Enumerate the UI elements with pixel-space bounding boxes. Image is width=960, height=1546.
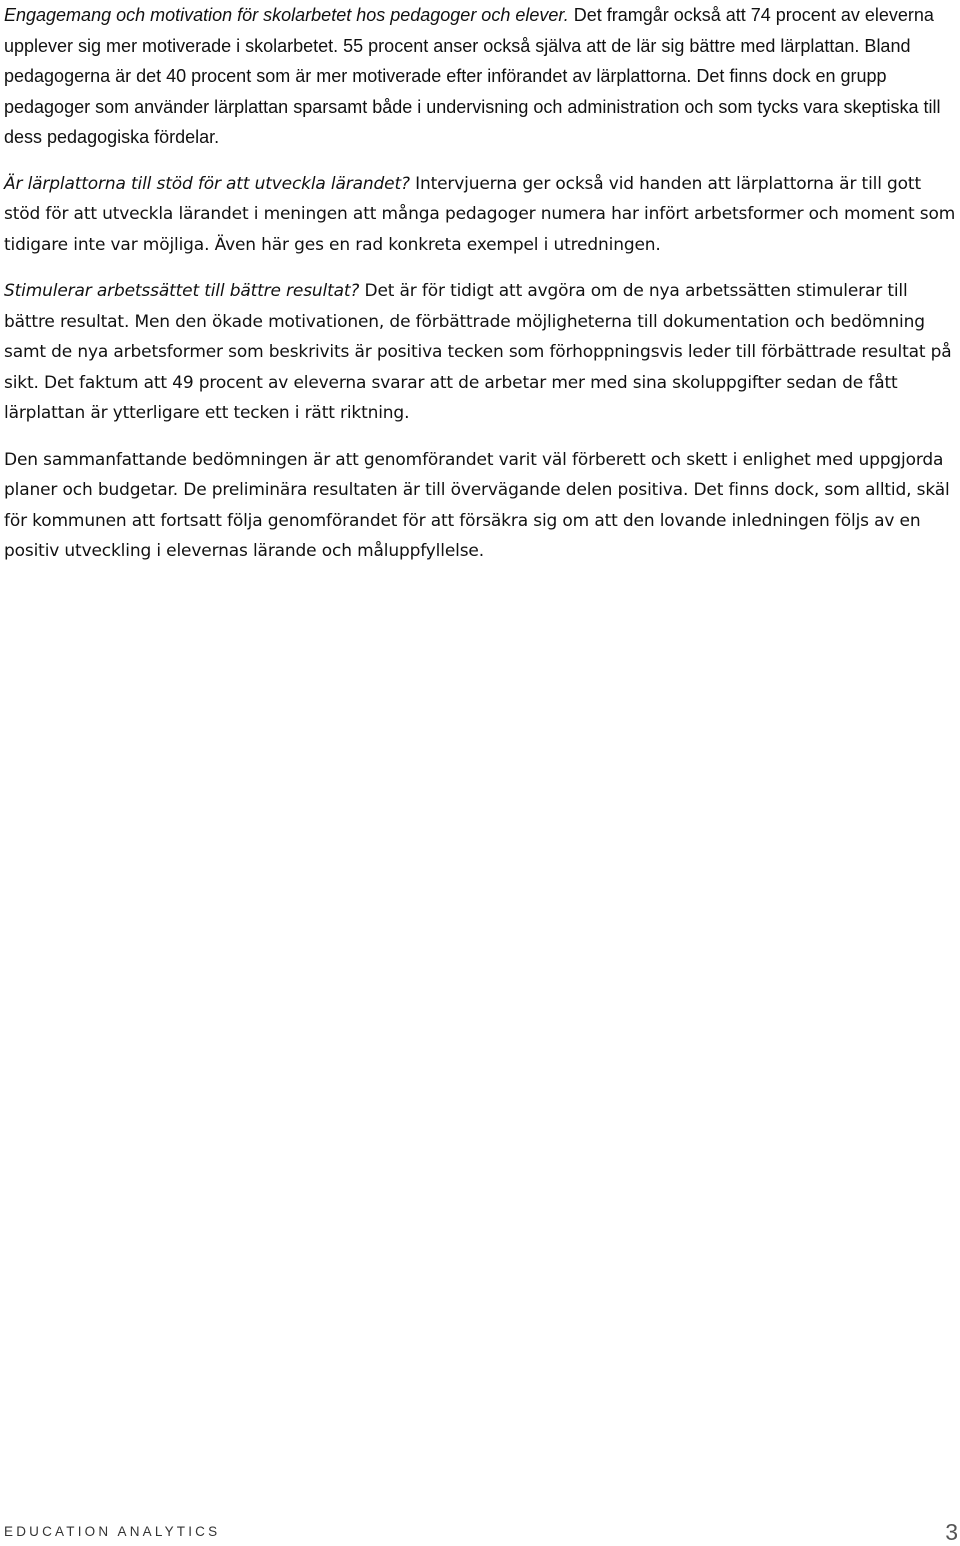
paragraph-results <box>4 276 956 429</box>
paragraph-lead: Engagemang och motivation för skolarbetet hos pedagoger och elever. <box>4 5 569 25</box>
paragraph-summary <box>4 445 956 567</box>
paragraph-engagement <box>4 0 956 153</box>
paragraph-lead: Stimulerar arbetssättet till bättre resultat? <box>4 281 360 301</box>
paragraph-body: Det är för tidigt att avgöra om de nya arbetssätten stimulerar till bättre resultat. Men den ökade motivationen, de förbättrade möjligheterna till dokumentation och bedömning samt de nya arbetsformer som beskrivits är positiva tecken som förhoppningsvis leder till förbättrade resultat på sikt. Det faktum att 49 procent av eleverna svarar att de arbetar mer med sina skoluppgifter sedan de fått lärplattan är ytterligare ett tecken i rätt riktning. <box>4 281 952 423</box>
paragraph-lead: Är lärplattorna till stöd för att utveckla lärandet? <box>4 173 410 194</box>
paragraph-body: Den sammanfattande bedömningen är att genomförandet varit väl förberett och skett i enlighet med uppgjorda planer och budgetar. De preliminära resultaten är till övervägande delen positiva. Det finns dock, som alltid, skäl för kommunen att fortsatt följa genomförandet för att försäkra sig om att den lovande inledningen följs av en positiv utveckling i elevernas lärande och måluppfyllelse. <box>4 449 950 561</box>
paragraph-learning-support <box>4 169 956 261</box>
paragraph-body: Intervjuerna ger också vid handen att lärplattorna är till gott stöd för att utveckla lärandet i meningen att många pedagoger numera har infört arbetsformer och moment som tidigare inte var möjliga. Även här ges en rad konkreta exempel i utredningen. <box>4 173 956 255</box>
footer-brand: EDUCATION ANALYTICS <box>4 1524 221 1539</box>
page-number: 3 <box>945 1519 958 1545</box>
paragraph-body: Det framgår också att 74 procent av eleverna upplever sig mer motiverade i skolarbetet. 55 procent anser också själva att de lär sig bättre med lärplattan. Bland pedagogerna är det 40 procent som är mer motiverade efter införandet av lärplattorna. Det finns dock en grupp pedagoger som använder lärplattan sparsamt både i undervisning och administration och som tycks vara skeptiska till dess pedagogiska fördelar. <box>4 5 941 147</box>
document-page <box>4 0 956 567</box>
